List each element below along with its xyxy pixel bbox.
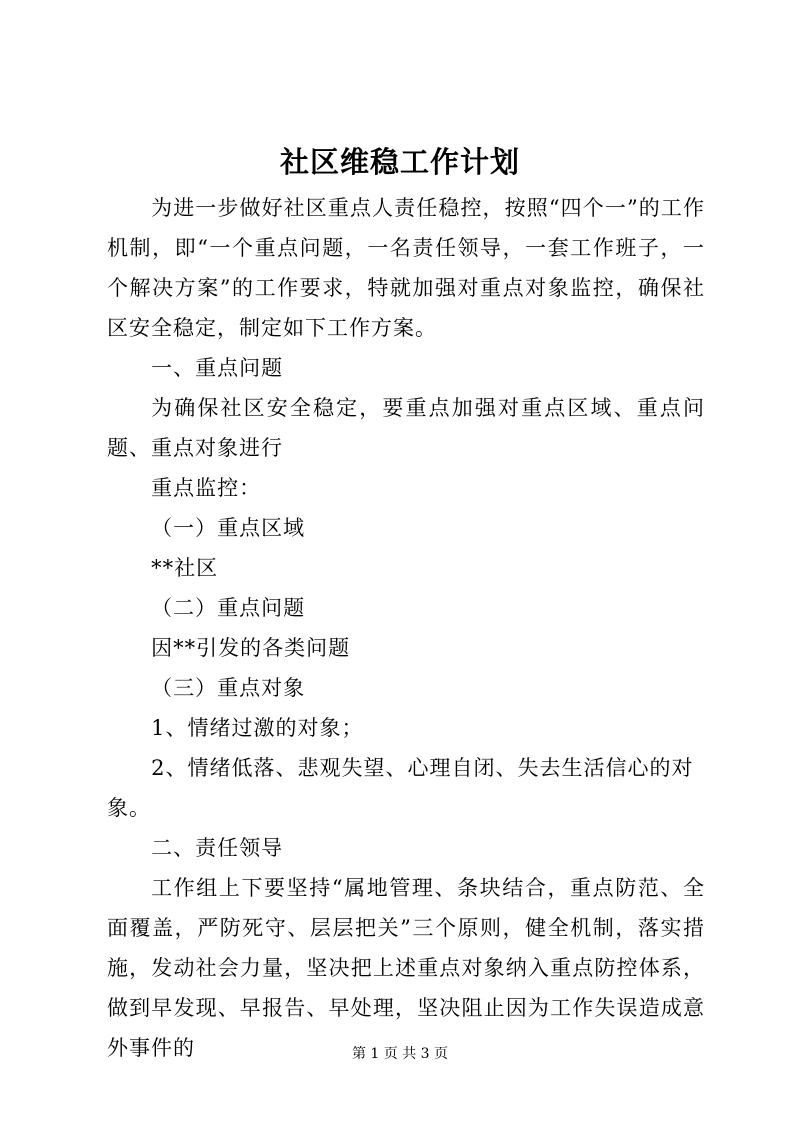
list-item: 1、情绪过激的对象； (151, 716, 364, 740)
section-heading-responsible-leader: 二、责任领导 (151, 836, 284, 860)
subheading-key-problems: （二）重点问题 (151, 596, 306, 620)
key-problem-value: 因**引发的各类问题 (151, 636, 351, 660)
key-issues-paragraph: 为确保社区安全稳定，要重点加强对重点区域、重点问题、重点对象进行 (107, 396, 705, 460)
document-title: 社区维稳工作计划 (279, 145, 520, 179)
key-monitoring-label: 重点监控： (151, 476, 262, 500)
subheading-key-targets: （三）重点对象 (151, 676, 306, 700)
section-heading-key-issues: 一、重点问题 (151, 356, 284, 380)
key-area-value: **社区 (151, 556, 219, 580)
page-footer: 第 1 页 共 3 页 (351, 1046, 449, 1062)
responsibility-paragraph: 工作组上下要坚持“属地管理、条块结合，重点防范、全面覆盖，严防死守、层层把关”三个原则，健全机制，落实措施，发动社会力量，坚决把上述重点对象纳入重点防控体系，做到早发现、早报告、早处理，坚决阻止因为工作失误造成意外事件的 (107, 876, 705, 1060)
intro-paragraph: 为进一步做好社区重点人责任稳控，按照“四个一”的工作机制，即“一个重点问题，一名责任领导，一套工作班子，一个解决方案”的工作要求，特就加强对重点对象监控，确保社区安全稳定，制定如下工作方案。 (107, 196, 705, 340)
list-item: 2、情绪低落、悲观失望、心理自闭、失去生活信心的对象。 (107, 756, 694, 820)
subheading-key-areas: （一）重点区域 (151, 516, 306, 540)
document-body (107, 188, 705, 1068)
